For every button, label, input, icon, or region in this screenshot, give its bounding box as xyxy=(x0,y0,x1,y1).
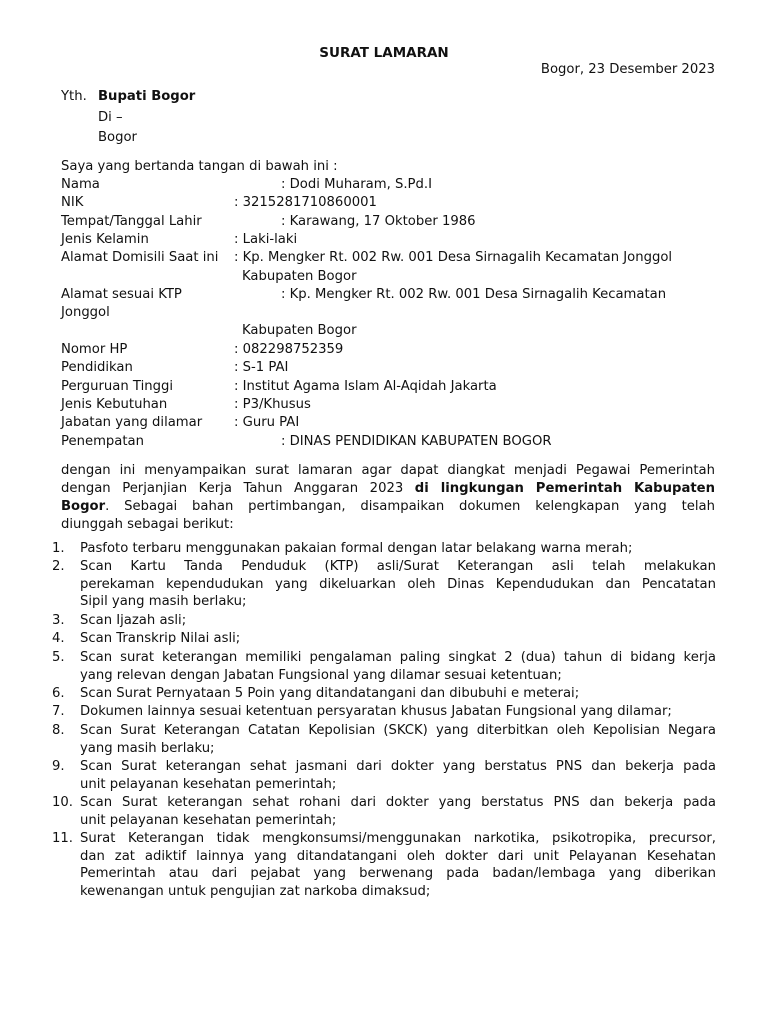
intro-text: Saya yang bertanda tangan di bawah ini : xyxy=(61,159,338,174)
list-item-text: Pasfoto terbaru menggunakan pakaian formal dengan latar belakang warna merah; xyxy=(80,541,633,556)
letter-title: SURAT LAMARAN xyxy=(319,45,449,61)
list-item-text: kewenangan untuk pengujian zat narkoba dimaksud; xyxy=(80,883,431,899)
paragraph-line-2-text: dengan Perjanjian Kerja Tahun Anggaran 2023 xyxy=(61,481,415,496)
list-item-number: 5. xyxy=(52,650,65,665)
field-label-penempatan: Penempatan xyxy=(61,434,144,449)
field-label-ttl: Tempat/Tanggal Lahir xyxy=(61,214,202,229)
list-item-number: 10. xyxy=(52,795,73,810)
field-label-jabatan: Jabatan yang dilamar xyxy=(61,415,203,430)
recipient-prefix: Yth. xyxy=(61,89,87,104)
field-value-nik: : 3215281710860001 xyxy=(234,195,377,210)
field-label-hp: Nomor HP xyxy=(61,342,128,357)
recipient-line2: Di – xyxy=(98,110,123,125)
list-item-number: 1. xyxy=(52,541,65,556)
list-item-text: Scan Surat Pernyataan 5 Poin yang ditandatangani dan dibubuhi e meterai; xyxy=(80,686,580,701)
list-item-number: 8. xyxy=(52,723,65,738)
paragraph-line-3 xyxy=(61,498,715,516)
field-value-ktp-2: Kabupaten Bogor xyxy=(242,323,357,338)
list-item-number: 3. xyxy=(52,613,65,628)
list-item-text: Scan surat keterangan memiliki pengalaman paling singkat 2 (dua) tahun di bidang kerja xyxy=(80,650,716,665)
paragraph-emphasis-bogor: Bogor xyxy=(61,499,106,514)
recipient-line3: Bogor xyxy=(98,130,137,145)
field-value-hp: : 082298752359 xyxy=(234,342,344,357)
field-label-pt: Perguruan Tinggi xyxy=(61,379,174,394)
field-value-ktp-wrap: Jonggol xyxy=(61,305,110,320)
list-item-text: Scan Surat keterangan sehat jasmani dari dokter yang berstatus PNS dan bekerja pada xyxy=(80,759,716,774)
recipient-name: Bupati Bogor xyxy=(98,89,196,104)
field-value-ttl: : Karawang, 17 Oktober 1986 xyxy=(281,214,476,229)
field-value-ktp: : Kp. Mengker Rt. 002 Rw. 001 Desa Sirnagalih Kecamatan xyxy=(281,287,667,302)
list-item-text: Scan Surat Keterangan Catatan Kepolisian (SKCK) yang diterbitkan oleh Kepolisian Negara xyxy=(80,723,716,738)
field-value-domisili: : Kp. Mengker Rt. 002 Rw. 001 Desa Sirnagalih Kecamatan Jonggol xyxy=(234,250,673,265)
field-value-domisili-2: Kabupaten Bogor xyxy=(242,269,357,284)
list-item-number: 9. xyxy=(52,759,65,774)
list-item-text: Surat Keterangan tidak mengkonsumsi/menggunakan narkotika, psikotropika, precursor, xyxy=(80,831,716,846)
paragraph-line-3-text: . Sebagai bahan pertimbangan, disampaikan dokumen kelengkapan yang telah xyxy=(105,499,715,514)
field-label-nama: Nama xyxy=(61,177,100,192)
list-item-text: Scan Surat keterangan sehat rohani dari dokter yang berstatus PNS dan bekerja pada xyxy=(80,795,716,810)
list-item-number: 4. xyxy=(52,631,65,646)
list-item-text: dan zat adiktif lainnya yang ditandatangani oleh dokter dari unit Pelayanan Kesehatan xyxy=(80,848,716,864)
list-item-text: unit pelayanan kesehatan pemerintah; xyxy=(80,812,337,828)
field-label-kebutuhan: Jenis Kebutuhan xyxy=(61,397,168,412)
list-item-text: Pemerintah atau dari pejabat yang berwenang pada badan/lembaga yang diberikan xyxy=(80,866,716,882)
field-value-jk: : Laki-laki xyxy=(234,232,298,247)
list-item-number: 7. xyxy=(52,704,65,719)
list-item-text: Scan Transkrip Nilai asli; xyxy=(80,631,241,646)
field-label-ktp: Alamat sesuai KTP xyxy=(61,287,182,302)
field-value-pt: : Institut Agama Islam Al-Aqidah Jakarta xyxy=(234,379,497,394)
list-item-text: Dokumen lainnya sesuai ketentuan persyaratan khusus Jabatan Fungsional yang dilamar; xyxy=(80,704,672,719)
list-item-text: Sipil yang masih berlaku; xyxy=(80,594,247,610)
paragraph-line-4: diunggah sebagai berikut: xyxy=(61,517,234,532)
list-item-text: Scan Ijazah asli; xyxy=(80,613,187,628)
paragraph-line-2 xyxy=(61,480,715,498)
paragraph-emphasis: di lingkungan Pemerintah Kabupaten xyxy=(414,481,715,496)
paragraph-line-1: dengan ini menyampaikan surat lamaran agar dapat diangkat menjadi Pegawai Pemerintah xyxy=(61,463,715,478)
list-item-number: 6. xyxy=(52,686,65,701)
list-item-text: yang relevan dengan Jabatan Fungsional yang dilamar sesuai ketentuan; xyxy=(80,667,562,683)
field-label-domisili: Alamat Domisili Saat ini xyxy=(61,250,219,265)
field-value-kebutuhan: : P3/Khusus xyxy=(234,397,311,412)
list-item-text: yang masih berlaku; xyxy=(80,740,215,756)
field-value-pendidikan: : S-1 PAI xyxy=(234,360,289,375)
field-label-nik: NIK xyxy=(61,195,84,210)
list-item-text: perekaman kependudukan yang dikeluarkan oleh Dinas Kependudukan dan Pencatatan xyxy=(80,576,716,592)
list-item-number: 2. xyxy=(52,559,65,574)
field-value-nama: : Dodi Muharam, S.Pd.I xyxy=(281,177,432,192)
field-value-jabatan: : Guru PAI xyxy=(234,415,300,430)
field-label-pendidikan: Pendidikan xyxy=(61,360,133,375)
list-item-number: 11. xyxy=(52,831,73,846)
list-item-text: Scan Kartu Tanda Penduduk (KTP) asli/Surat Keterangan asli telah melakukan xyxy=(80,559,716,574)
field-value-penempatan: : DINAS PENDIDIKAN KABUPATEN BOGOR xyxy=(281,434,552,449)
field-label-jk: Jenis Kelamin xyxy=(61,232,149,247)
list-item-text: unit pelayanan kesehatan pemerintah; xyxy=(80,776,337,792)
place-date: Bogor, 23 Desember 2023 xyxy=(540,62,715,77)
